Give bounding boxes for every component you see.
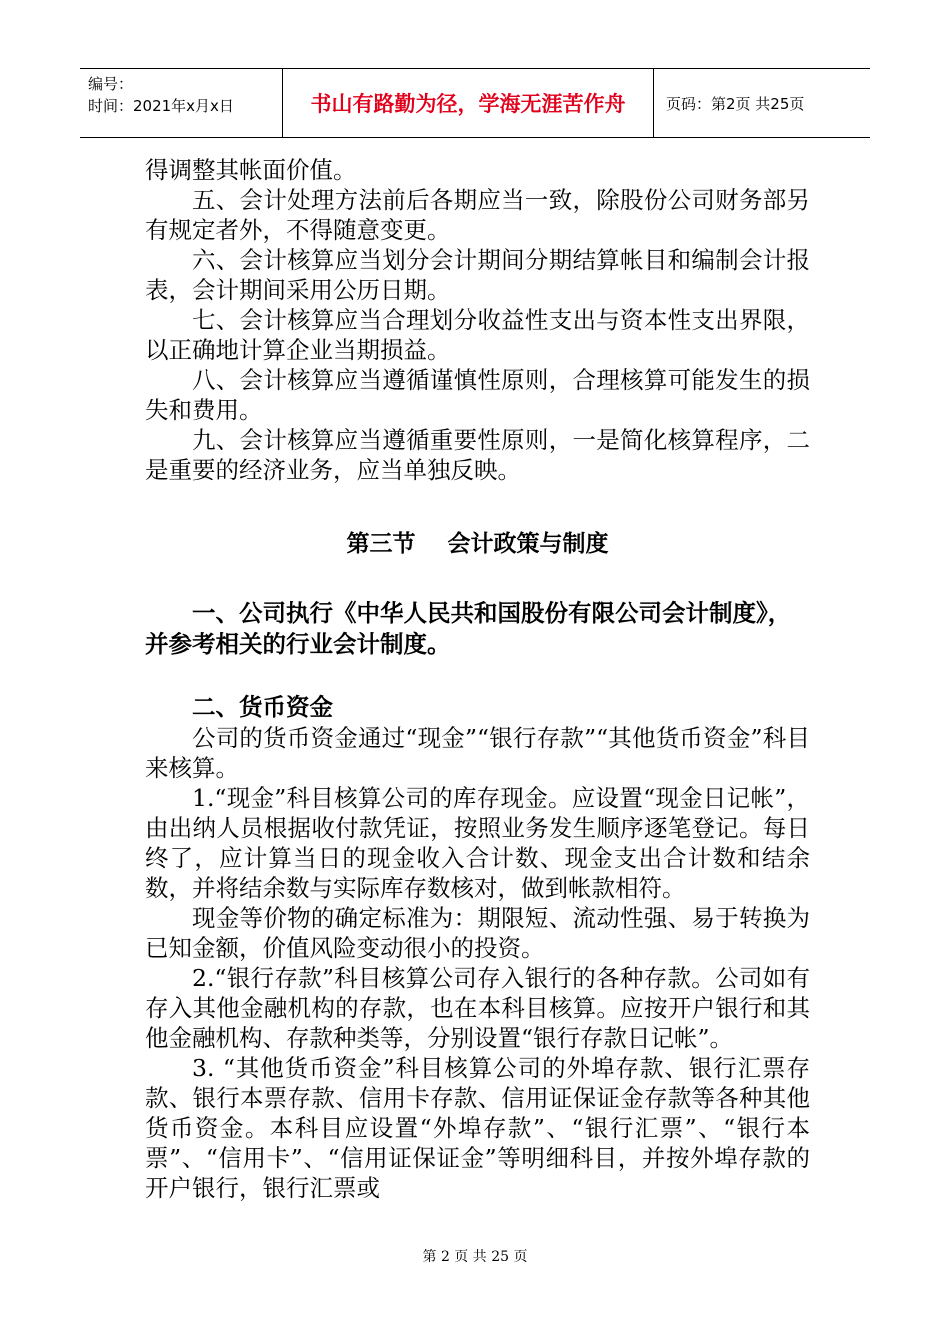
header-meta-cell (80, 69, 282, 137)
rule-item-8: 八、会计核算应当遵循谨慎性原则，合理核算可能发生的损失和费用。 (145, 366, 810, 424)
bank-deposit-paragraph: 2.“银行存款”科目核算公司存入银行的各种存款。公司如有存入其他金融机构的存款，也在本科目核算。应按开户银行和其他金融机构、存款种类等，分别设置“银行存款日记帐”。 (145, 964, 810, 1052)
rule-item-7: 七、会计核算应当合理划分收益性支出与资本性支出界限，以正确地计算企业当期损益。 (145, 306, 810, 364)
cash-paragraph: 1.“现金”科目核算公司的库存现金。应设置“现金日记帐”，由出纳人员根据收付款凭证，按照业务发生顺序逐笔登记。每日终了，应计算当日的现金收入合计数、现金支出合计数和结余数，并将结余数与实际库存数核对，做到帐款相符。 (145, 784, 810, 902)
cash-intro-paragraph: 公司的货币资金通过“现金”“银行存款”“其他货币资金”科目来核算。 (145, 724, 810, 782)
time-label: 时间：2021年x月x日 (88, 97, 234, 115)
header-table (80, 68, 870, 138)
other-funds-paragraph: 3. “其他货币资金”科目核算公司的外埠存款、银行汇票存款、银行本票存款、信用卡存款、信用证保证金存款等各种其他货币资金。本科目应设置“外埠存款”、“银行汇票”、“银行本票”、“信用卡”、“信用证保证金”等明细科目，并按外埠存款的开户银行，银行汇票或 (145, 1054, 810, 1202)
rule-item-5: 五、会计处理方法前后各期应当一致，除股份公司财务部另有规定者外，不得随意变更。 (145, 186, 810, 244)
page-footer: 第 2 页 共 25 页 (422, 1249, 528, 1265)
section-title: 第三节 会计政策与制度 (346, 531, 609, 557)
header-page-info: 页码：第2页 共25页 (666, 94, 805, 113)
serial-label: 编号： (88, 75, 134, 93)
policy-heading-1: 一、公司执行《中华人民共和国股份有限公司会计制度》，并参考相关的行业会计制度。 (145, 599, 792, 658)
cash-equivalent-paragraph: 现金等价物的确定标准为：期限短、流动性强、易于转换为已知金额，价值风险变动很小的投资。 (145, 904, 810, 962)
header-motto: 书山有路勤为径，学海无涯苦作舟 (282, 69, 654, 137)
rule-item-6: 六、会计核算应当划分会计期间分期结算帐目和编制会计报表，会计期间采用公历日期。 (145, 246, 810, 304)
policy-heading-2: 二、货币资金 (192, 693, 333, 721)
continuation-text: 得调整其帐面价值。 (145, 156, 357, 184)
rule-item-9: 九、会计核算应当遵循重要性原则，一是简化核算程序，二是重要的经济业务，应当单独反映。 (145, 426, 810, 484)
document-body (145, 155, 810, 1203)
